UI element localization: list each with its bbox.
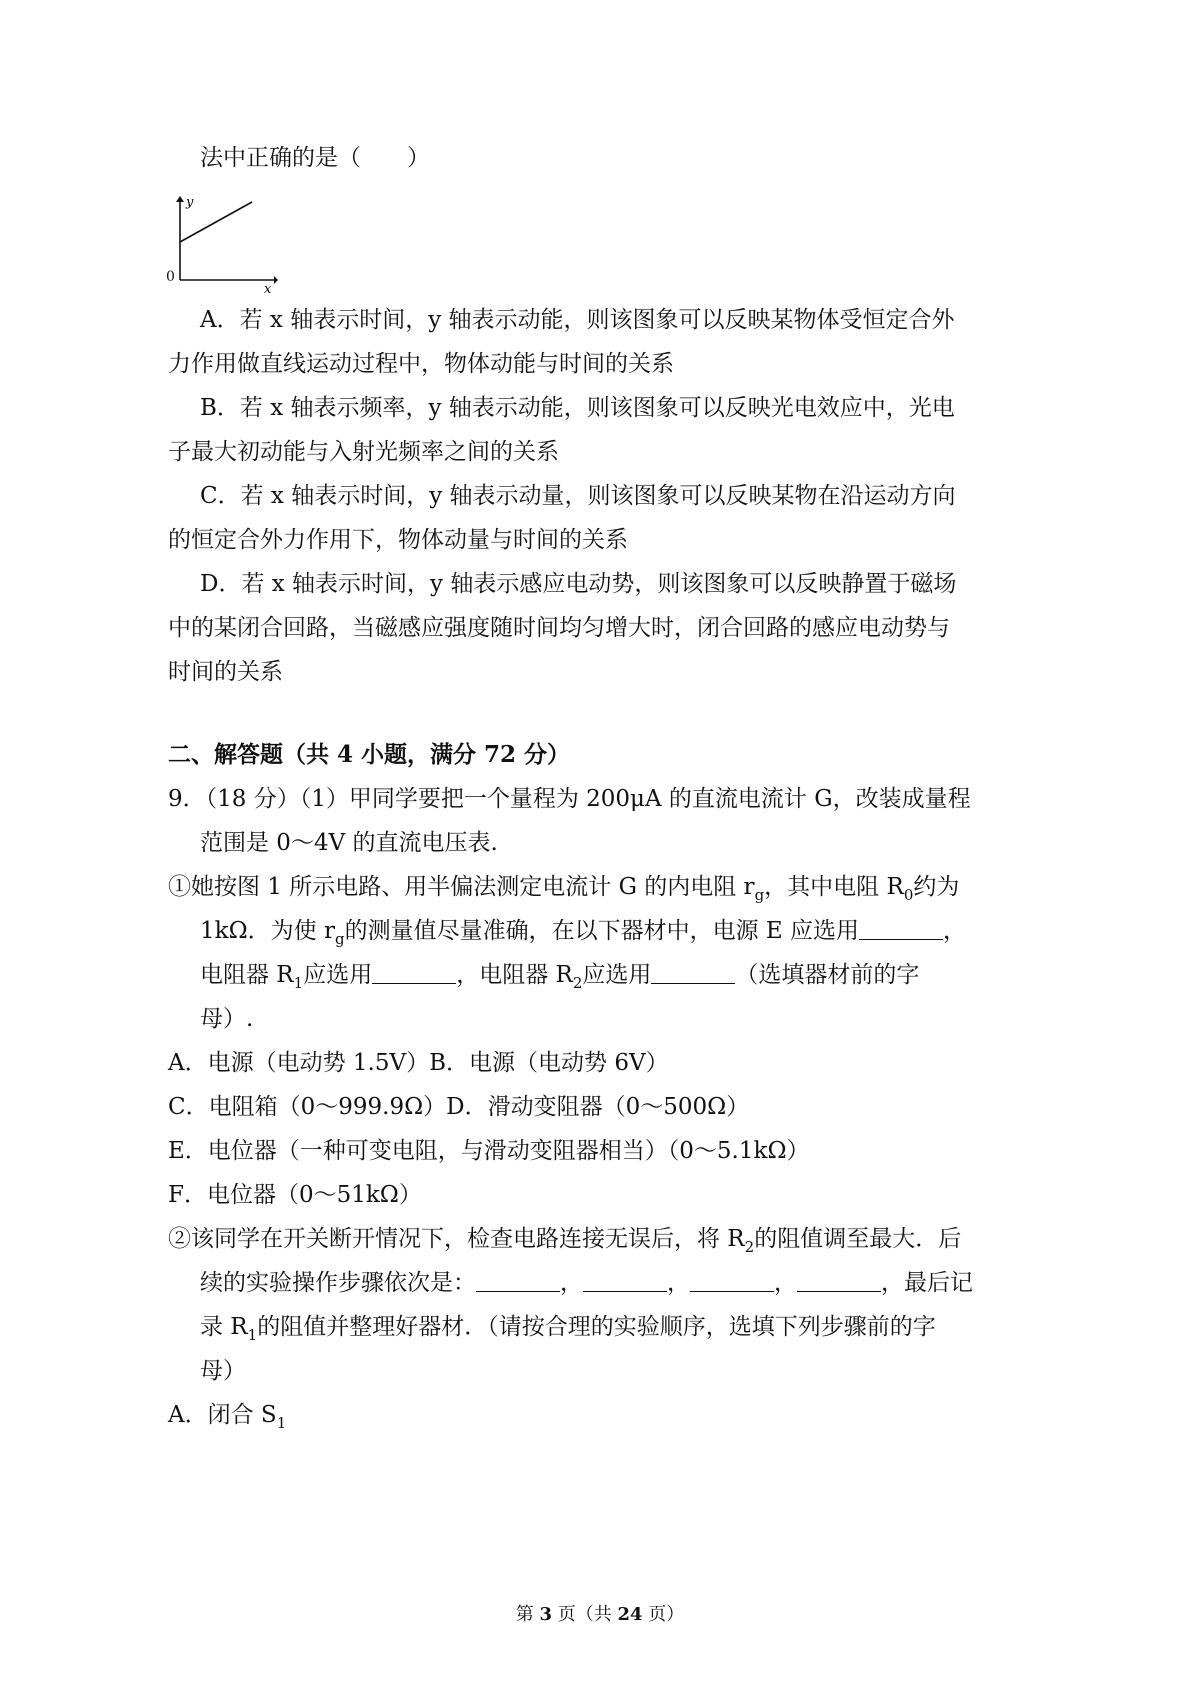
y-axis-label: y bbox=[186, 195, 194, 210]
q9-line-1: 9．（18 分）（1）甲同学要把一个量程为 200μA 的直流电流计 G，改装成量程 bbox=[168, 786, 971, 812]
step-a bbox=[168, 1400, 286, 1430]
footer-text: 页（共 bbox=[552, 1604, 618, 1625]
q9-part1-text: 应选用 bbox=[582, 962, 652, 988]
subscript: 2 bbox=[572, 974, 583, 992]
subscript: g bbox=[334, 930, 345, 948]
q9-part1-line-3 bbox=[200, 960, 919, 990]
q9-part2-line-4: 母） bbox=[200, 1358, 246, 1384]
option-d-line-1: D．若 x 轴表示时间，y 轴表示感应电动势，则该图象可以反映静置于磁场 bbox=[200, 571, 957, 597]
q9-part2-text: 续的实验操作步骤依次是： bbox=[200, 1270, 476, 1296]
subscript: 1 bbox=[247, 1326, 258, 1344]
answer-blank[interactable] bbox=[651, 961, 735, 984]
q9-part1-text: ， bbox=[942, 918, 966, 944]
q9-part2-text: ②该同学在开关断开情况下，检查电路连接无误后，将 R bbox=[168, 1226, 745, 1252]
choice-e: E．电位器（一种可变电阻，与滑动变阻器相当）（0～5.1kΩ） bbox=[168, 1138, 810, 1164]
q9-part2-text: 的阻值并整理好器材．（请按合理的实验顺序，选填下列步骤前的字 bbox=[257, 1314, 936, 1340]
answer-blank[interactable] bbox=[476, 1269, 560, 1292]
answer-blank[interactable] bbox=[583, 1269, 667, 1292]
separator: ， bbox=[560, 1270, 583, 1296]
option-d-line-2: 中的某闭合回路，当磁感应强度随时间均匀增大时，闭合回路的感应电动势与 bbox=[168, 615, 950, 641]
choice-ab: A．电源（电动势 1.5V）B．电源（电动势 6V） bbox=[168, 1050, 669, 1076]
option-c-line-2: 的恒定合外力作用下，物体动量与时间的关系 bbox=[168, 527, 628, 553]
q9-part1-text: ，电阻器 R bbox=[456, 962, 573, 988]
answer-blank[interactable] bbox=[690, 1269, 774, 1292]
footer-text: 第 bbox=[515, 1604, 540, 1625]
subscript: 0 bbox=[903, 886, 914, 904]
q9-part2-text: 录 R bbox=[200, 1314, 248, 1340]
q9-part1-text: （选填器材前的字 bbox=[735, 962, 920, 988]
q9-part2-line-3 bbox=[200, 1312, 936, 1342]
option-a-line-2: 力作用做直线运动过程中，物体动能与时间的关系 bbox=[168, 351, 674, 377]
answer-blank[interactable] bbox=[859, 917, 943, 940]
choice-cd: C．电阻箱（0～999.9Ω）D．滑动变阻器（0～500Ω） bbox=[168, 1094, 750, 1120]
step-a-text: A．闭合 S bbox=[168, 1402, 277, 1428]
separator: ， bbox=[667, 1270, 690, 1296]
q9-part1-text: 的测量值尽量准确，在以下器材中，电源 E 应选用 bbox=[344, 918, 859, 944]
q9-part1-line-4: 母）. bbox=[200, 1006, 254, 1032]
q9-part2-text: ，最后记 bbox=[881, 1270, 973, 1296]
option-b-line-1: B．若 x 轴表示频率，y 轴表示动能，则该图象可以反映光电效应中，光电 bbox=[200, 395, 955, 421]
q9-part1-text: ，其中电阻 R bbox=[764, 874, 904, 900]
q9-part2-text: 的阻值调至最大．后 bbox=[754, 1226, 962, 1252]
q9-part1-text: ①她按图 1 所示电路、用半偏法测定电流计 G 的内电阻 r bbox=[168, 874, 755, 900]
line-graph-figure bbox=[178, 195, 278, 297]
separator: ， bbox=[774, 1270, 797, 1296]
q9-part1-text: 应选用 bbox=[303, 962, 373, 988]
subscript: g bbox=[754, 886, 765, 904]
x-axis-arrow-icon bbox=[274, 276, 278, 284]
answer-blank[interactable] bbox=[797, 1269, 881, 1292]
q9-part2-line-2 bbox=[200, 1268, 973, 1298]
q9-part1-line-1 bbox=[168, 872, 959, 902]
graph-origin-label: 0 bbox=[166, 269, 175, 285]
option-d-line-3: 时间的关系 bbox=[168, 659, 283, 685]
footer-page-number: 3 bbox=[539, 1604, 552, 1625]
y-axis-arrow-icon bbox=[176, 196, 184, 202]
option-c-line-1: C．若 x 轴表示时间，y 轴表示动量，则该图象可以反映某物在沿运动方向 bbox=[200, 483, 956, 509]
answer-blank[interactable] bbox=[372, 961, 456, 984]
option-a-line-1: A．若 x 轴表示时间，y 轴表示动能，则该图象可以反映某物体受恒定合外 bbox=[200, 307, 955, 333]
choice-f: F．电位器（0～51kΩ） bbox=[168, 1182, 422, 1208]
x-axis-label: x bbox=[264, 282, 272, 297]
q9-part2-line-1 bbox=[168, 1224, 961, 1254]
question-text-tail: 法中正确的是（ ） bbox=[200, 145, 430, 171]
subscript: 1 bbox=[293, 974, 304, 992]
q9-part1-text: 1kΩ．为使 r bbox=[200, 918, 335, 944]
option-b-line-2: 子最大初动能与入射光频率之间的关系 bbox=[168, 439, 559, 465]
section-heading: 二、解答题（共 4 小题，满分 72 分） bbox=[168, 741, 571, 768]
footer-total-pages: 24 bbox=[617, 1604, 643, 1625]
q9-part1-text: 电阻器 R bbox=[200, 962, 294, 988]
q9-part1-line-2 bbox=[200, 916, 966, 946]
subscript: 1 bbox=[276, 1414, 287, 1432]
subscript: 2 bbox=[744, 1238, 755, 1256]
q9-line-2: 范围是 0～4V 的直流电压表. bbox=[200, 830, 498, 856]
footer-text: 页） bbox=[642, 1604, 685, 1625]
page-footer bbox=[0, 1603, 1200, 1627]
q9-part1-text: 约为 bbox=[913, 874, 960, 900]
